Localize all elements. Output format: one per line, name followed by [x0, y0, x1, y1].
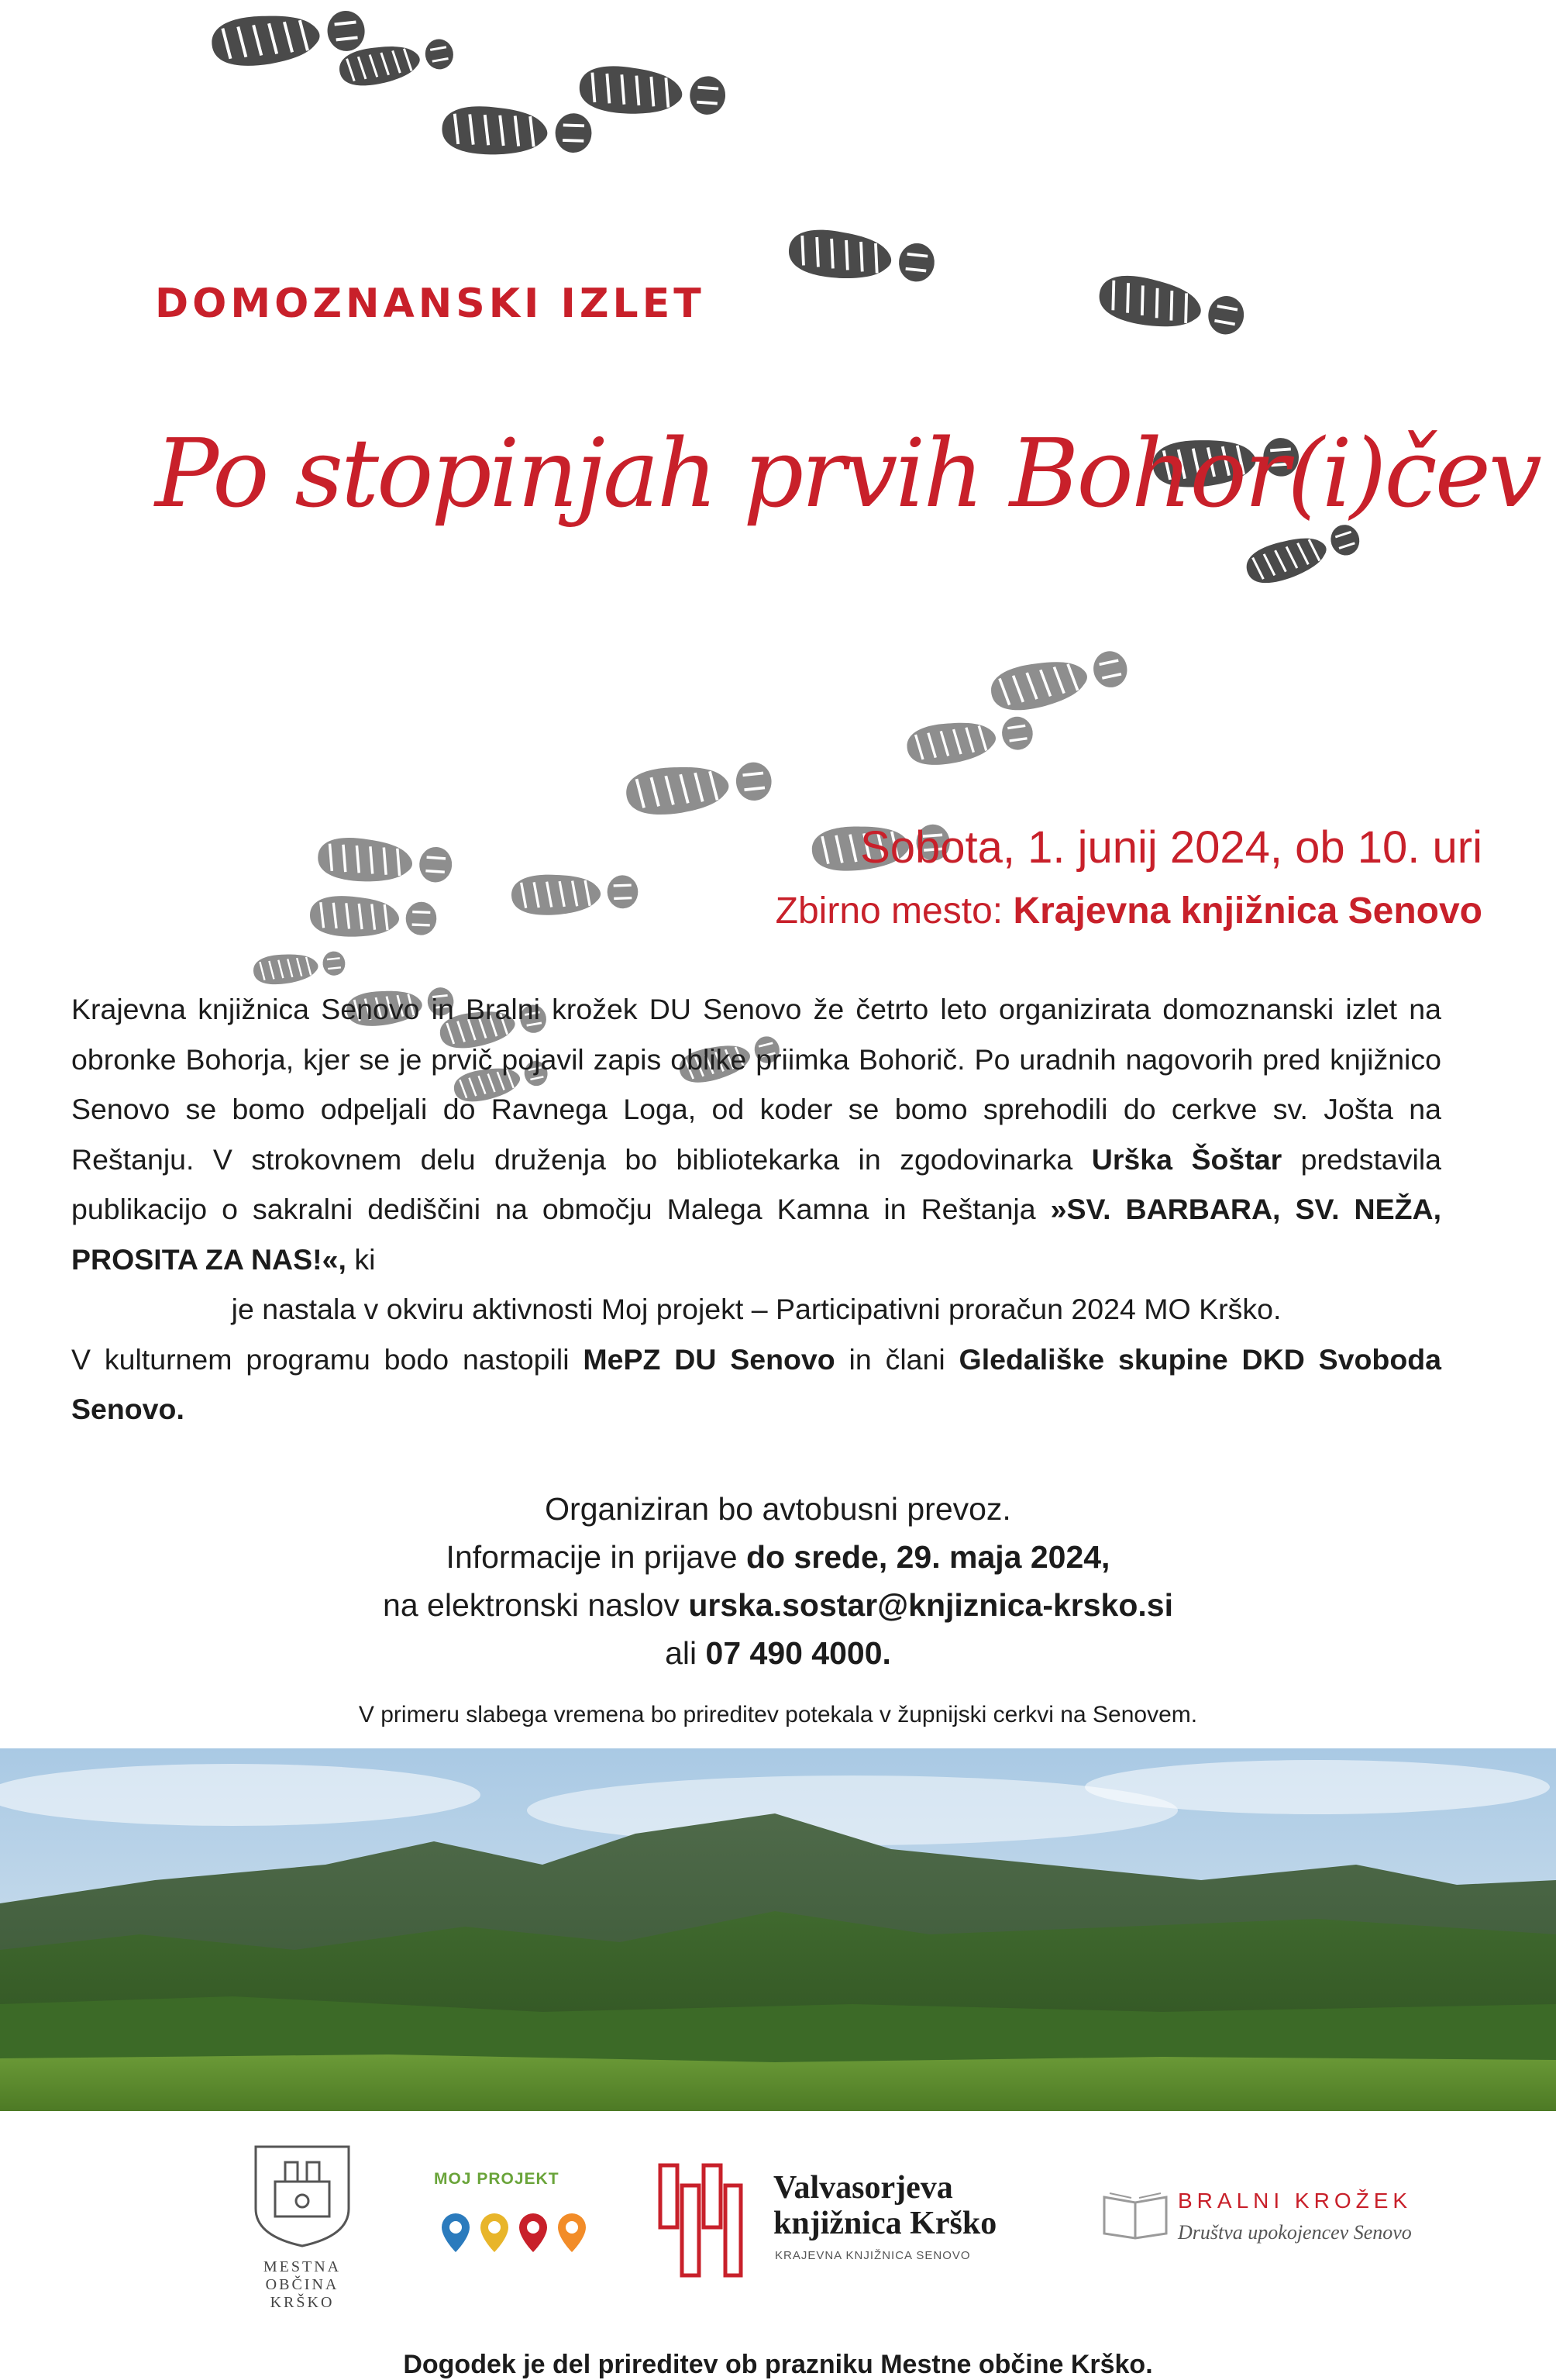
- speaker-name: Urška Šoštar: [1091, 1142, 1282, 1176]
- book-icon: [1100, 2185, 1170, 2240]
- library-subtitle: KRAJEVNA KNJIŽNICA SENOVO: [775, 2249, 971, 2262]
- footprint-icon: [308, 828, 459, 893]
- municipality-coat-of-arms-icon: [232, 2139, 372, 2247]
- description-text-3: ki: [354, 1242, 376, 1276]
- library-name-1: Valvasorjeva: [773, 2170, 953, 2206]
- project-pins-icon: [434, 2206, 604, 2268]
- moj-projekt-logo: [434, 2170, 604, 2278]
- municipality-name-1: MESTNA: [263, 2258, 342, 2275]
- reading-club-name: BRALNI KROŽEK: [1178, 2189, 1413, 2213]
- description-text-2: predstavila publikacijo o sakralni dediščini na območju Malega Kamna in Reštanja: [71, 1142, 1442, 1225]
- registration-info: [0, 1485, 1556, 1677]
- weather-note: V primeru slabega vremena bo prireditev potekala v župnijski cerkvi na Senovem.: [358, 1702, 1198, 1727]
- phone-prefix: ali: [665, 1635, 697, 1671]
- theatre-group: Gledališke skupine DKD Svoboda Senovo.: [71, 1342, 1441, 1425]
- bus-info: Organiziran bo avtobusni prevoz.: [545, 1491, 1011, 1527]
- moj-projekt-label: MOJ PROJEKT: [434, 2170, 559, 2188]
- landscape-image: [0, 1748, 1556, 2111]
- municipality-logo: [232, 2139, 372, 2311]
- meeting-point: [776, 890, 1482, 932]
- publication-title: »SV. BARBARA, SV. NEŽA, PROSITA ZA NAS!«,: [71, 1193, 1441, 1276]
- footprint-icon: [301, 889, 442, 945]
- footprint-icon: [433, 98, 598, 164]
- registration-deadline: do srede, 29. maja 2024,: [745, 1539, 1110, 1575]
- event-kicker: DOMOZNANSKI IZLET: [155, 281, 705, 327]
- footprint-icon: [1089, 261, 1252, 350]
- description-text-6: in člani: [849, 1342, 945, 1376]
- reading-club-subtitle: Društva upokojencev Senovo: [1178, 2221, 1412, 2244]
- event-date: Sobota, 1. junij 2024, ob 10. uri: [860, 822, 1482, 873]
- footprint-icon: [780, 219, 940, 294]
- description-text-1: Krajevna knjižnica Senovo in Bralni krožek DU Senovo že četrto leto organizirata domoznanski izlet na obronke Bohorja, kjer se je prvič pojavil zapis oblike priimka Bohorič. Po uradnih nagovorih pred knjižnico Senovo se bomo odpeljali do Ravnega Loga, od koder se bomo sprehodili do cerkve sv. Jošta na Reštanju. V strokovnem delu druženja bo bibliotekarka in zgodovinarka: [71, 993, 1441, 1176]
- registration-prefix: Informacije in prijave: [446, 1539, 738, 1575]
- municipality-name-2: OBČINA KRŠKO: [265, 2276, 339, 2311]
- meeting-place: Krajevna knjižnica Senovo: [1013, 890, 1482, 932]
- description-text-5: V kulturnem programu bodo nastopili: [71, 1342, 570, 1376]
- email-line: [0, 1581, 1556, 1629]
- email-prefix: na elektronski naslov: [383, 1587, 680, 1623]
- library-name-2: knjižnica Krško: [773, 2206, 997, 2241]
- phone-line: [0, 1629, 1556, 1677]
- contact-phone[interactable]: 07 490 4000.: [705, 1635, 891, 1671]
- library-logo: [657, 2162, 1091, 2278]
- event-description: [71, 984, 1441, 1435]
- page-title: Po stopinjah prvih Bohor(i)čev: [155, 418, 1540, 529]
- description-text-4: je nastala v okviru aktivnosti Moj projekt – Participativni proračun 2024 MO Krško.: [231, 1293, 1282, 1325]
- library-mark-icon: [657, 2162, 744, 2278]
- footprint-icon: [503, 866, 644, 921]
- choir-name: MePZ DU Senovo: [583, 1342, 835, 1376]
- footprint-icon: [896, 705, 1041, 775]
- contact-email[interactable]: urska.sostar@knjiznica-krsko.si: [688, 1587, 1173, 1623]
- registration-line: [0, 1533, 1556, 1581]
- reading-club-logo: [1100, 2178, 1426, 2263]
- footprint-icon: [618, 750, 778, 825]
- meeting-label: Zbirno mesto:: [775, 890, 1003, 932]
- footer-note: Dogodek je del prireditev ob prazniku Mestne občine Krško.: [403, 2350, 1153, 2379]
